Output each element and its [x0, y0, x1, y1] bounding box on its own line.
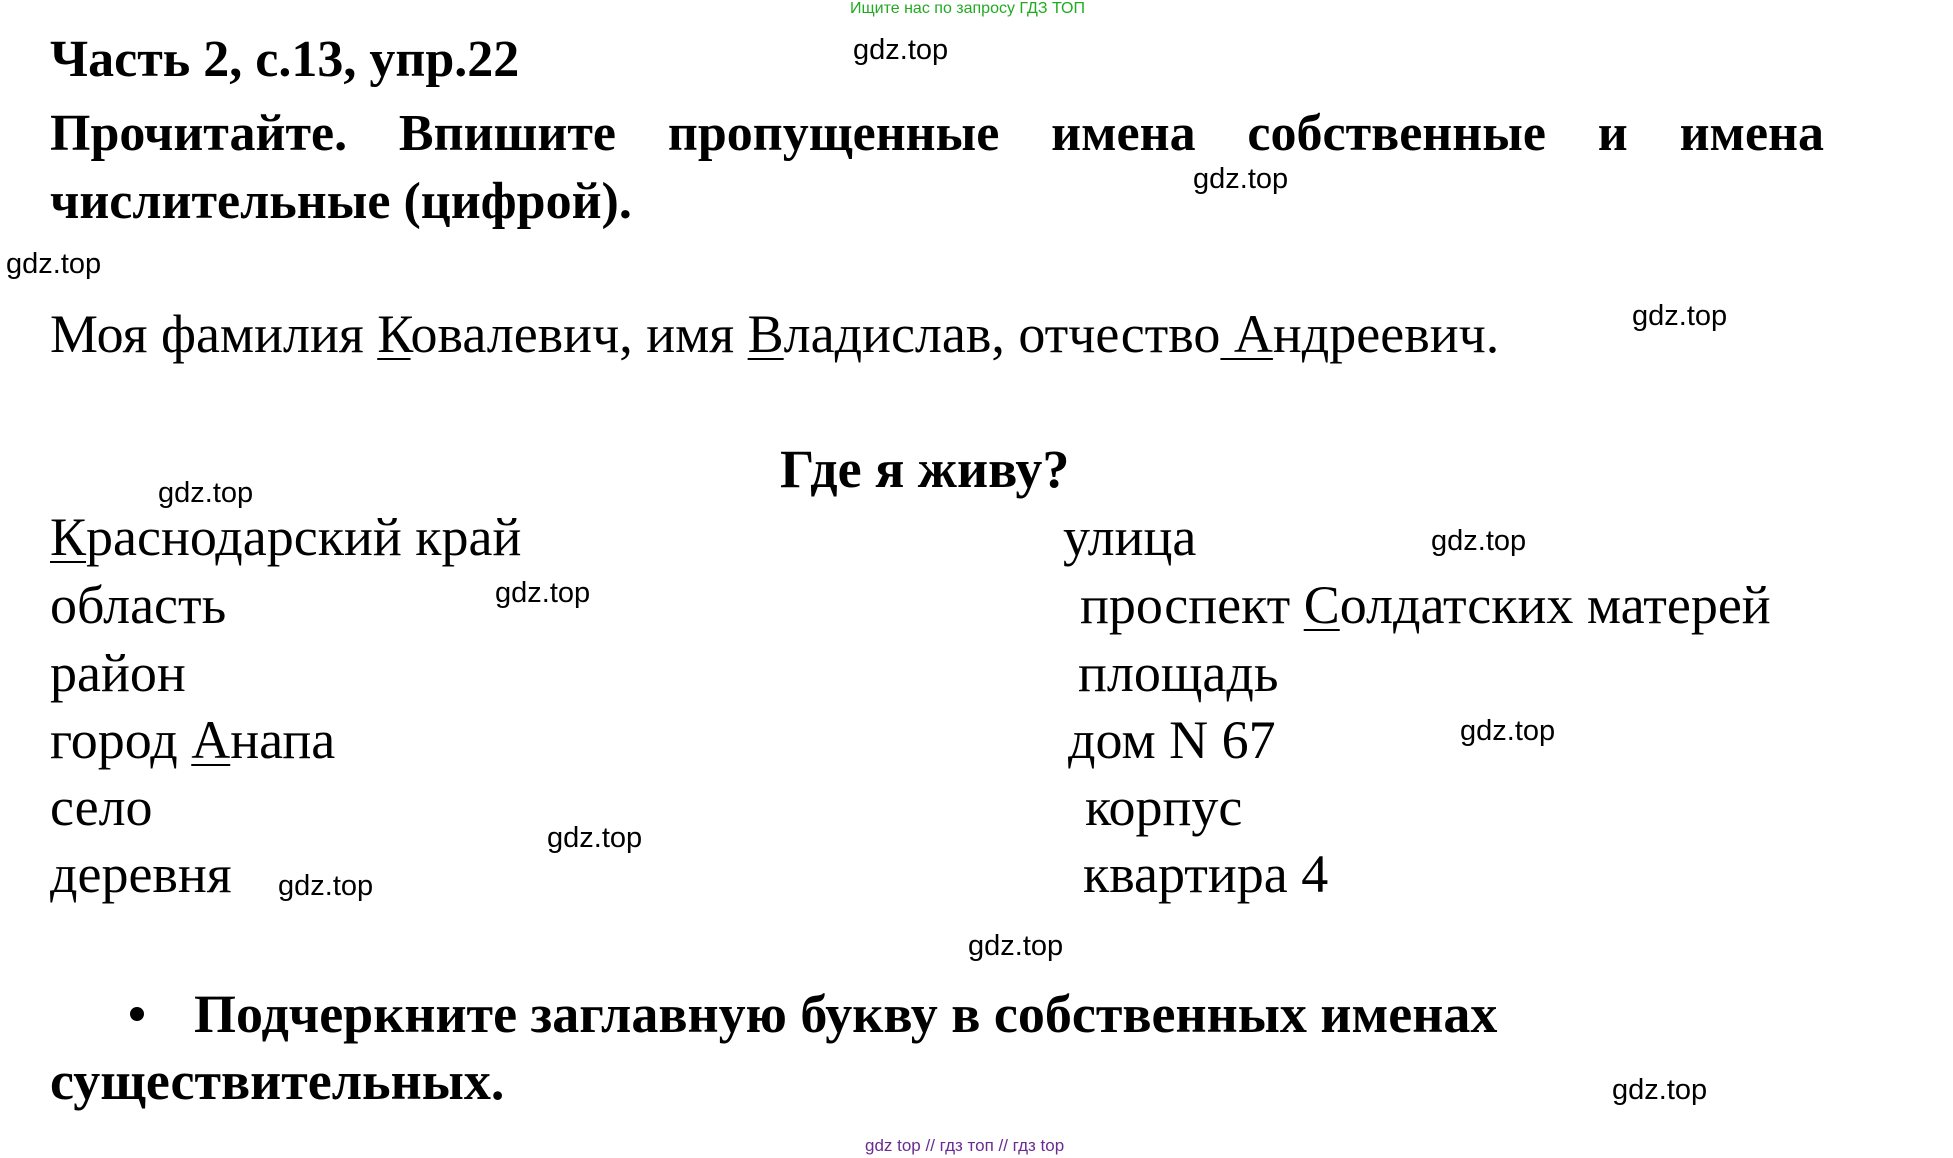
capital-letter: К: [50, 507, 87, 567]
capital-letter: К: [377, 304, 411, 364]
list-item-raion: район: [50, 643, 186, 703]
task-line: Подчеркните заглавную букву в собственных именах: [130, 983, 1497, 1045]
list-item-ploshchad: площадь: [1078, 643, 1279, 703]
watermark: gdz.top: [6, 248, 102, 280]
task-line-continued: существительных.: [50, 1051, 505, 1111]
exercise-title: Часть 2, с.13, упр.22: [50, 31, 520, 88]
list-item-derevnya: деревня: [50, 844, 232, 904]
list-item-kvartira: квартира 4: [1083, 844, 1329, 904]
capital-letter: А: [191, 710, 231, 770]
watermark: gdz.top: [278, 870, 374, 902]
list-item-oblast: область: [50, 575, 227, 635]
watermark: gdz.top: [1431, 525, 1527, 557]
capital-letter: А: [1220, 304, 1273, 364]
watermark: gdz.top: [1632, 300, 1728, 332]
footer-links: gdz top // гдз топ // гдз top: [865, 1136, 1065, 1155]
capital-letter: С: [1303, 575, 1340, 635]
watermark: gdz.top: [1193, 163, 1289, 195]
top-banner: Ищите нас по запросу ГДЗ ТОП: [850, 0, 1085, 17]
list-item-gorod: город Анапа: [50, 710, 336, 770]
watermark: gdz.top: [853, 34, 949, 66]
watermark: gdz.top: [547, 822, 643, 854]
watermark: gdz.top: [1612, 1074, 1708, 1106]
watermark: gdz.top: [158, 477, 254, 509]
list-item-krai: Краснодарский край: [50, 507, 522, 567]
bullet-icon: [130, 1007, 144, 1021]
name-sentence: Моя фамилия Ковалевич, имя Владислав, отчество Андреевич.: [50, 304, 1500, 364]
list-item-dom: дом N 67: [1068, 710, 1276, 770]
exercise-instruction: Прочитайте. Впишите пропущенные имена собственные и имена числительные (цифрой).: [50, 105, 1824, 230]
list-item-prospekt: проспект Солдатских матерей: [1080, 575, 1771, 635]
list-item-selo: село: [50, 777, 153, 837]
list-item-korpus: корпус: [1085, 777, 1243, 837]
list-item-ulitsa: улица: [1063, 507, 1197, 567]
watermark: gdz.top: [968, 930, 1064, 962]
capital-letter: В: [747, 304, 784, 364]
watermark: gdz.top: [495, 577, 591, 609]
section-title: Где я живу?: [780, 439, 1070, 499]
watermark: gdz.top: [1460, 715, 1556, 747]
